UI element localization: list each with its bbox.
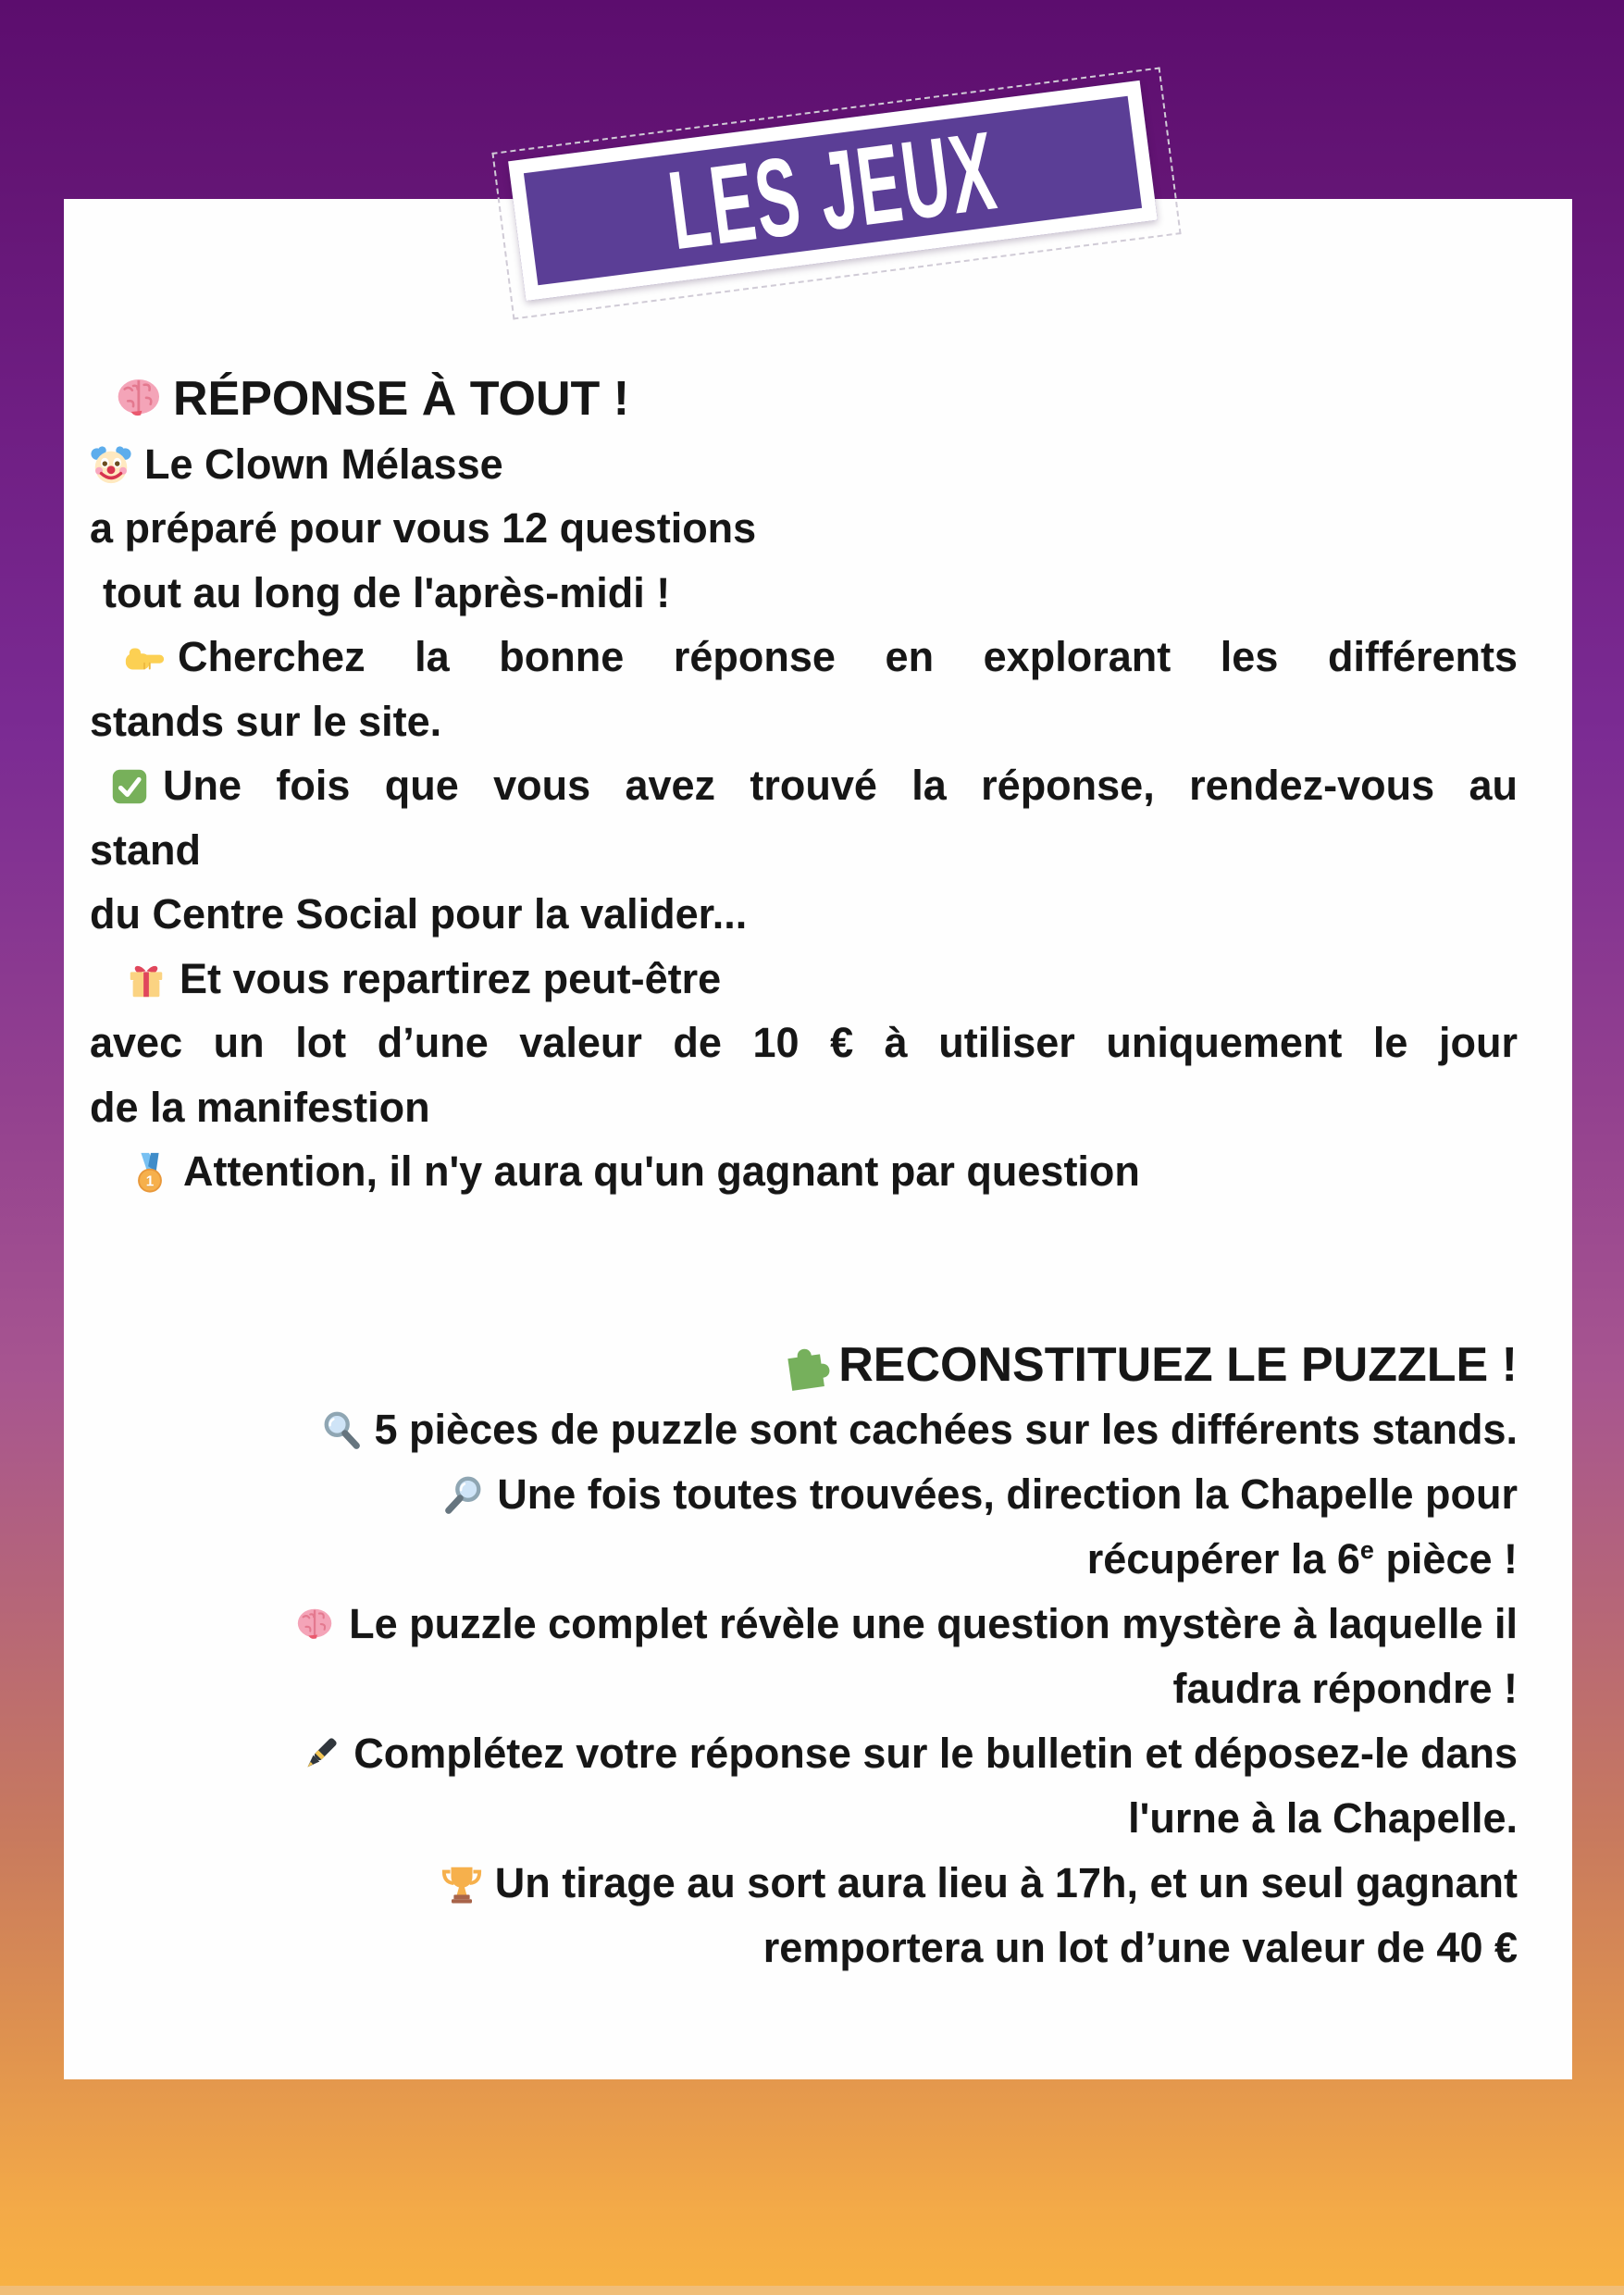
medal-icon xyxy=(129,1151,171,1194)
text: récupérer la 6 xyxy=(1086,1535,1360,1582)
text-line xyxy=(90,818,1518,883)
puzzle-icon xyxy=(779,1339,831,1391)
trophy-icon xyxy=(440,1863,483,1905)
svg-text:1: 1 xyxy=(145,1173,155,1190)
text: RÉPONSE À TOUT ! xyxy=(173,372,630,426)
text-line xyxy=(90,1527,1518,1592)
check-icon xyxy=(108,765,151,808)
text-line xyxy=(90,882,1518,947)
text: pièce ! xyxy=(1373,1535,1518,1582)
text: Une fois toutes trouvées, direction la Chapelle pour xyxy=(497,1470,1518,1518)
text: faudra répondre ! xyxy=(1172,1665,1518,1712)
text-line xyxy=(90,1656,1518,1721)
text: l'urne à la Chapelle. xyxy=(1128,1794,1518,1842)
text-line xyxy=(90,1397,1518,1462)
text-line xyxy=(90,1786,1518,1851)
text-line xyxy=(90,1851,1518,1916)
section-reconstituez-le-puzzle xyxy=(90,1333,1518,1980)
text: Cherchez la bonne réponse en explorant les différents xyxy=(178,633,1518,680)
text: avec un lot d’une valeur de 10 € à utiliser uniquement le jour xyxy=(90,1019,1518,1066)
text-line xyxy=(90,1721,1518,1786)
text-line xyxy=(90,432,1518,497)
section-reponse-a-tout xyxy=(90,367,1518,1204)
text-line xyxy=(90,1592,1518,1656)
text-line xyxy=(90,753,1518,818)
text: Le puzzle complet révèle une question mystère à laquelle il xyxy=(349,1600,1518,1647)
text: Un tirage au sort aura lieu à 17h, et un seul gagnant xyxy=(494,1859,1518,1906)
text-line xyxy=(90,561,1518,626)
text: 5 pièces de puzzle sont cachées sur les différents stands. xyxy=(374,1406,1518,1453)
text-line xyxy=(90,496,1518,561)
text: stand xyxy=(90,825,202,874)
text: Une fois que vous avez trouvé la réponse, rendez-vous au xyxy=(163,762,1518,809)
text: Attention, il n'y aura qu'un gagnant par question xyxy=(183,1148,1140,1195)
text: Le Clown Mélasse xyxy=(144,440,503,488)
text-line xyxy=(90,1916,1518,1980)
text: du Centre Social pour la valider... xyxy=(90,890,748,937)
text: a préparé pour vous 12 questions xyxy=(90,504,757,552)
text-line xyxy=(90,947,1518,1011)
magnifier-left-icon xyxy=(442,1474,485,1517)
poster-title: LES JEUX xyxy=(662,107,1004,274)
magnifier-right-icon xyxy=(320,1409,363,1452)
gift-icon xyxy=(125,959,167,1001)
section-heading xyxy=(90,367,1518,432)
text: stands sur le site. xyxy=(90,697,442,745)
text: tout au long de l'après-midi ! xyxy=(103,568,671,616)
text-line xyxy=(90,625,1518,689)
text: Complétez votre réponse sur le bulletin et déposez-le dans xyxy=(353,1730,1518,1777)
text-line xyxy=(90,1462,1518,1527)
text-line xyxy=(90,1075,1518,1140)
pointing-right-icon xyxy=(123,637,166,679)
text-line xyxy=(90,1011,1518,1075)
page-bottom-edge xyxy=(0,2286,1624,2295)
brain-icon xyxy=(114,373,166,425)
text: Et vous repartirez peut-être xyxy=(180,954,722,1002)
text-line xyxy=(90,689,1518,754)
text: remportera un lot d’une valeur de 40 € xyxy=(762,1924,1518,1971)
pen-icon xyxy=(299,1733,341,1776)
brain-icon xyxy=(294,1604,337,1646)
text-line xyxy=(90,1139,1518,1204)
text: de la manifestion xyxy=(90,1083,430,1131)
section-heading xyxy=(90,1333,1518,1397)
superscript: e xyxy=(1359,1536,1374,1564)
clown-icon xyxy=(90,444,132,487)
text: RECONSTITUEZ LE PUZZLE ! xyxy=(838,1338,1518,1392)
